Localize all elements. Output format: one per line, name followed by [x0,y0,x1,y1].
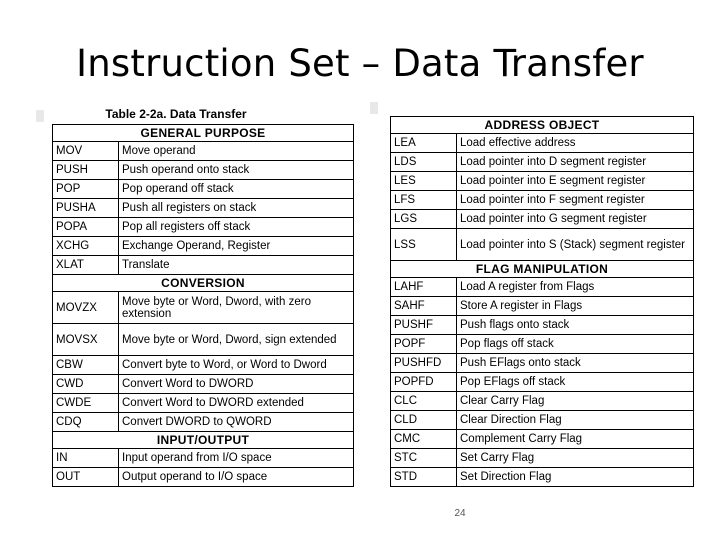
scan-artifact-right [370,102,378,114]
instruction-mnemonic: PUSH [53,161,119,180]
instruction-mnemonic: LDS [391,153,457,172]
table-row [53,324,354,356]
instruction-mnemonic: LEA [391,134,457,153]
section-header: GENERAL PURPOSE [53,125,354,142]
instruction-mnemonic: CLC [391,392,457,411]
section-header: CONVERSION [53,275,354,292]
table-row [391,468,694,487]
table-row [391,373,694,392]
section-header-row [53,432,354,449]
table-row [53,468,354,487]
instruction-mnemonic: POPFD [391,373,457,392]
table-row [53,449,354,468]
page-number: 24 [454,508,466,519]
instruction-description: Pop EFlags off stack [457,373,694,392]
instruction-mnemonic: MOV [53,142,119,161]
table-row [391,229,694,261]
instruction-mnemonic: LAHF [391,278,457,297]
instruction-mnemonic: CWD [53,375,119,394]
table-row [53,394,354,413]
instruction-description: Push all registers on stack [119,199,354,218]
table-row [391,134,694,153]
table-row [391,278,694,297]
section-header-row [53,125,354,142]
table-row [53,292,354,324]
table-row [53,237,354,256]
section-header-row [391,117,694,134]
instruction-mnemonic: MOVSX [53,324,119,356]
table-row [391,172,694,191]
table-row [53,199,354,218]
instruction-description: Clear Carry Flag [457,392,694,411]
instruction-description: Load effective address [457,134,694,153]
instruction-description: Load pointer into D segment register [457,153,694,172]
section-header: FLAG MANIPULATION [391,261,694,278]
instruction-mnemonic: POPF [391,335,457,354]
table-row [391,354,694,373]
instruction-mnemonic: CWDE [53,394,119,413]
table-row [53,142,354,161]
table-row [391,449,694,468]
instruction-description: Push operand onto stack [119,161,354,180]
instruction-mnemonic: LES [391,172,457,191]
instruction-mnemonic: CMC [391,430,457,449]
instruction-mnemonic: CBW [53,356,119,375]
instruction-mnemonic: PUSHA [53,199,119,218]
scan-artifact-left [36,110,44,122]
instruction-mnemonic: MOVZX [53,292,119,324]
instruction-description: Convert Word to DWORD [119,375,354,394]
instruction-description: Set Direction Flag [457,468,694,487]
section-header: ADDRESS OBJECT [391,117,694,134]
instruction-description: Move byte or Word, Dword, sign extended [119,324,354,356]
instruction-mnemonic: LFS [391,191,457,210]
instruction-description: Complement Carry Flag [457,430,694,449]
instruction-description: Load A register from Flags [457,278,694,297]
section-header: INPUT/OUTPUT [53,432,354,449]
instruction-description: Store A register in Flags [457,297,694,316]
instruction-mnemonic: SAHF [391,297,457,316]
instruction-mnemonic: PUSHFD [391,354,457,373]
instruction-description: Exchange Operand, Register [119,237,354,256]
table-row [391,153,694,172]
right-table-body [391,117,694,487]
instruction-description: Convert DWORD to QWORD [119,413,354,432]
table-row [53,256,354,275]
instruction-mnemonic: CLD [391,411,457,430]
table-row [391,430,694,449]
instruction-description: Input operand from I/O space [119,449,354,468]
slide-title: Instruction Set – Data Transfer [76,42,644,85]
instruction-description: Pop flags off stack [457,335,694,354]
table-row [391,411,694,430]
instruction-mnemonic: STC [391,449,457,468]
instruction-mnemonic: XLAT [53,256,119,275]
instruction-description: Clear Direction Flag [457,411,694,430]
instruction-mnemonic: STD [391,468,457,487]
section-header-row [53,275,354,292]
table-row [53,413,354,432]
section-header-row [391,261,694,278]
instruction-mnemonic: IN [53,449,119,468]
table-row [53,375,354,394]
table-row [391,191,694,210]
instruction-description: Push flags onto stack [457,316,694,335]
table-row [391,210,694,229]
instruction-mnemonic: POPA [53,218,119,237]
table-row [391,316,694,335]
instruction-description: Output operand to I/O space [119,468,354,487]
instruction-description: Move operand [119,142,354,161]
instruction-description: Set Carry Flag [457,449,694,468]
instruction-description: Load pointer into F segment register [457,191,694,210]
instruction-mnemonic: LSS [391,229,457,261]
table-row [53,218,354,237]
table-row [391,297,694,316]
table-row [391,335,694,354]
instruction-description: Pop operand off stack [119,180,354,199]
right-instruction-table [390,116,694,487]
table-row [53,161,354,180]
left-instruction-table [52,124,354,487]
table-row [391,392,694,411]
table-caption: Table 2-2a. Data Transfer [105,107,247,121]
instruction-description: Convert Word to DWORD extended [119,394,354,413]
instruction-description: Push EFlags onto stack [457,354,694,373]
instruction-description: Convert byte to Word, or Word to Dword [119,356,354,375]
instruction-description: Pop all registers off stack [119,218,354,237]
left-table-body [53,125,354,487]
instruction-mnemonic: XCHG [53,237,119,256]
instruction-description: Load pointer into G segment register [457,210,694,229]
instruction-description: Move byte or Word, Dword, with zero extension [119,292,354,324]
instruction-mnemonic: PUSHF [391,316,457,335]
instruction-mnemonic: POP [53,180,119,199]
table-row [53,356,354,375]
instruction-mnemonic: LGS [391,210,457,229]
instruction-description: Load pointer into E segment register [457,172,694,191]
instruction-mnemonic: CDQ [53,413,119,432]
instruction-description: Translate [119,256,354,275]
instruction-description: Load pointer into S (Stack) segment register [457,229,694,261]
table-row [53,180,354,199]
instruction-mnemonic: OUT [53,468,119,487]
